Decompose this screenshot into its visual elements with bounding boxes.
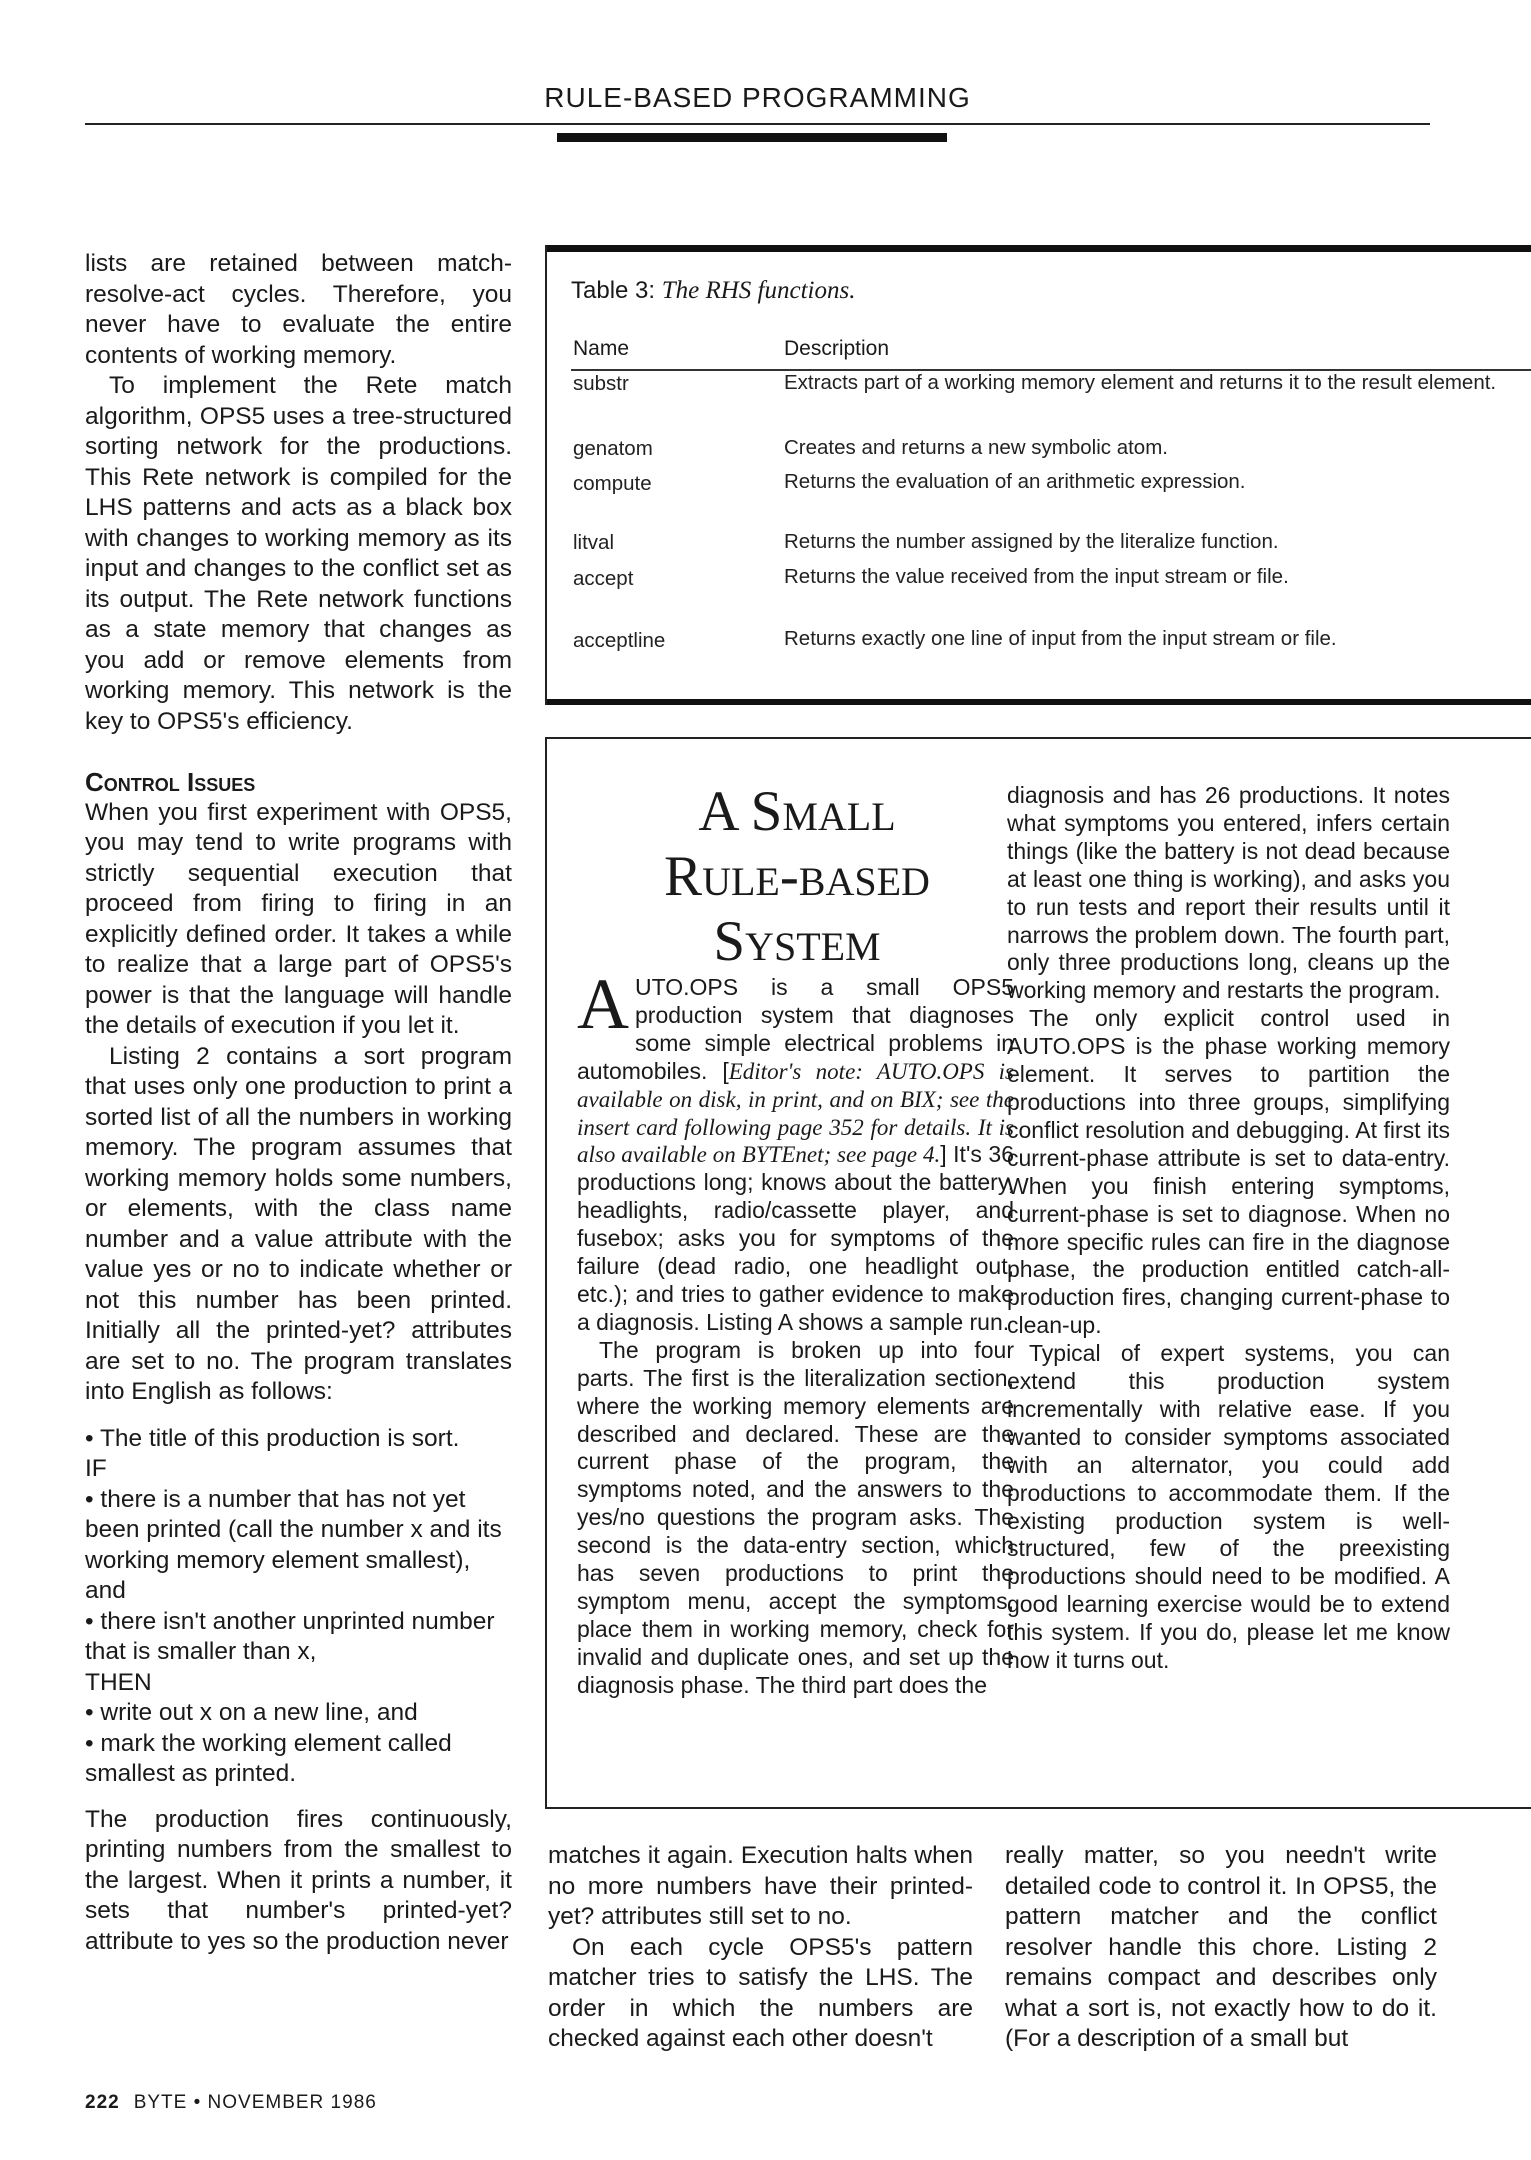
table-cell-name: compute <box>573 472 652 495</box>
paragraph: When you first experiment with OPS5, you may tend to write programs with strictly sequential execution that proceed from firing to firing in an explicitly defined order. It takes a while to realize that a large part of OPS5's power is that the language will handle the details of execution if you let it. <box>85 798 512 1039</box>
list-item: • mark the working element called smallest as printed. <box>85 1729 452 1787</box>
table-caption: Table 3: The RHS functions. <box>571 277 856 304</box>
list-item: • write out x on a new line, and <box>85 1699 418 1726</box>
table-header-name: Name <box>573 337 630 360</box>
paragraph: Typical of expert systems, you can extend this production system incrementally with relative ease. If you wanted to consider symptoms associated with an alternator, you could add productions to accommodate them. If the existing production system is well-structured, few of the preexisting productions should need to be modified. A good learning exercise would be to extend this system. If you do, please let me know how it turns out. <box>1007 1340 1450 1674</box>
table-bottom-bar <box>547 699 1531 705</box>
table-cell-description: Returns exactly one line of input from the input stream or file. <box>784 627 1337 650</box>
table-cell-name: acceptline <box>573 629 666 652</box>
table-cell-name: genatom <box>573 437 653 460</box>
section-heading: Control Issues <box>85 767 256 797</box>
table-cell-description: Returns the evaluation of an arithmetic expression. <box>784 470 1246 493</box>
table-cell-description: Returns the number assigned by the literalize function. <box>784 530 1279 553</box>
list-item: • there is a number that has not yet been printed (call the number x and its working memory element smallest), and <box>85 1485 502 1604</box>
paragraph: matches it again. Execution halts when no more numbers have their printed-yet? attributes still set to no. <box>548 1842 973 1930</box>
paragraph: The only explicit control used in AUTO.OPS is the phase working memory element. It serves to partition the productions into three groups, simplifying conflict resolution and debugging. At first its current-phase attribute is set to data-entry. When you finish entering symptoms, current-phase is set to diagnose. When no more specific rules can fire in the diagnose phase, the production entitled catch-all-production fires, changing current-phase to clean-up. <box>1007 1005 1450 1339</box>
paragraph: Listing 2 contains a sort program that uses only one production to print a sorted list of all the numbers in working memory. The program assumes that working memory holds some numbers, or elements, with the class name number and a value attribute with the value yes or no to indicate whether or not this number has been printed. Initially all the printed-yet? attributes are set to no. The program translates into English as follows: <box>85 1042 512 1405</box>
bottom-middle-column <box>548 1841 973 2055</box>
page-footer <box>85 2092 377 2114</box>
table-cell-description: Returns the value received from the input stream or file. <box>784 565 1289 588</box>
left-column <box>85 249 512 1957</box>
paragraph: On each cycle OPS5's pattern matcher tries to satisfy the LHS. The order in which the numbers are checked against each other doesn't <box>548 1933 973 2052</box>
table-cell-name: accept <box>573 567 634 590</box>
table-cell-name: substr <box>573 372 629 395</box>
running-header: RULE-BASED PROGRAMMING <box>544 82 971 113</box>
sidebar-right-column <box>1007 782 1450 1675</box>
paragraph: lists are retained between match-resolve-act cycles. Therefore, you never have to evaluate the entire contents of working memory. <box>85 250 512 369</box>
drop-cap: A <box>577 964 629 1044</box>
paragraph: really matter, so you needn't write detailed code to control it. In OPS5, the pattern matcher and the conflict resolver handle this chore. Listing 2 remains compact and describes only what a sort is, not exactly how to do it. (For a description of a small but <box>1005 1842 1437 2052</box>
list-item: IF <box>85 1455 107 1482</box>
editor-note: Editor's note: AUTO.OPS is available on disk, in print, and on BIX; see the insert card following page 352 for details. It is also available on BYTEnet; see page 4. <box>577 1058 1014 1168</box>
rule-bullet-list <box>85 1424 512 1790</box>
paragraph: diagnosis and has 26 productions. It notes what symptoms you entered, infers certain things (like the battery is not dead because at least one thing is working), and asks you to run tests and report their results until it narrows the problem down. The fourth part, only three productions long, cleans up the working memory and restarts the program. <box>1007 782 1450 1004</box>
table-cell-name: litval <box>573 531 615 554</box>
paragraph: The program is broken up into four parts. The first is the literalization section, where the working memory elements are described and declared. These are the current phase of the program, the symptoms noted, and the answers to the yes/no questions the program asks. The second is the data-entry section, which has seven productions to print the symptom menu, accept the symptoms, place them in working memory, check for invalid and duplicate ones, and set up the diagnosis phase. The third part does the <box>577 1336 1014 1698</box>
table-top-bar <box>547 245 1531 252</box>
sidebar-title: A Small Rule-based System <box>664 780 930 973</box>
bottom-right-column <box>1005 1841 1437 2055</box>
table-cell-description: Extracts part of a working memory element and returns it to the result element. <box>784 371 1497 394</box>
paragraph: The production fires continuously, printing numbers from the smallest to the largest. When it prints a number, it sets that number's printed-yet? attribute to yes so the production never <box>85 1805 512 1955</box>
list-item: • The title of this production is sort. <box>85 1424 460 1452</box>
footer-text: BYTE • NOVEMBER 1986 <box>133 2092 377 2113</box>
header-bar <box>557 133 947 142</box>
list-item: THEN <box>85 1668 152 1696</box>
table-3-box <box>545 245 1531 705</box>
list-item: • there isn't another unprinted number that is smaller than x, <box>85 1607 495 1665</box>
paragraph: AUTO.OPS is a small OPS5 production system that diagnoses some simple electrical problems in automobiles. [Editor's note: AUTO.OPS is available on disk, in print, and on BIX; see the insert card following page 352 for details. It is also available on BYTEnet; see page 4.] It's 36 productions long; knows about the battery, headlights, radio/cassette player, and fusebox; asks you for symptoms of the failure (dead radio, one headlight out, etc.); and tries to gather evidence to make a diagnosis. Listing A shows a sample run. <box>577 964 1014 1335</box>
page-number: 222 <box>85 2092 120 2113</box>
sidebar-box <box>545 737 1531 1809</box>
sidebar-left-column <box>577 964 1014 1700</box>
table-header-description: Description <box>784 337 890 360</box>
paragraph: To implement the Rete match algorithm, OPS5 uses a tree-structured sorting network for the productions. This Rete network is compiled for the LHS patterns and acts as a black box with changes to working memory as its input and changes to the conflict set as its output. The Rete network functions as a state memory that changes as you add or remove elements from working memory. This network is the key to OPS5's efficiency. <box>85 372 512 735</box>
header-rule <box>85 123 1430 125</box>
table-cell-description: Creates and returns a new symbolic atom. <box>784 436 1168 459</box>
